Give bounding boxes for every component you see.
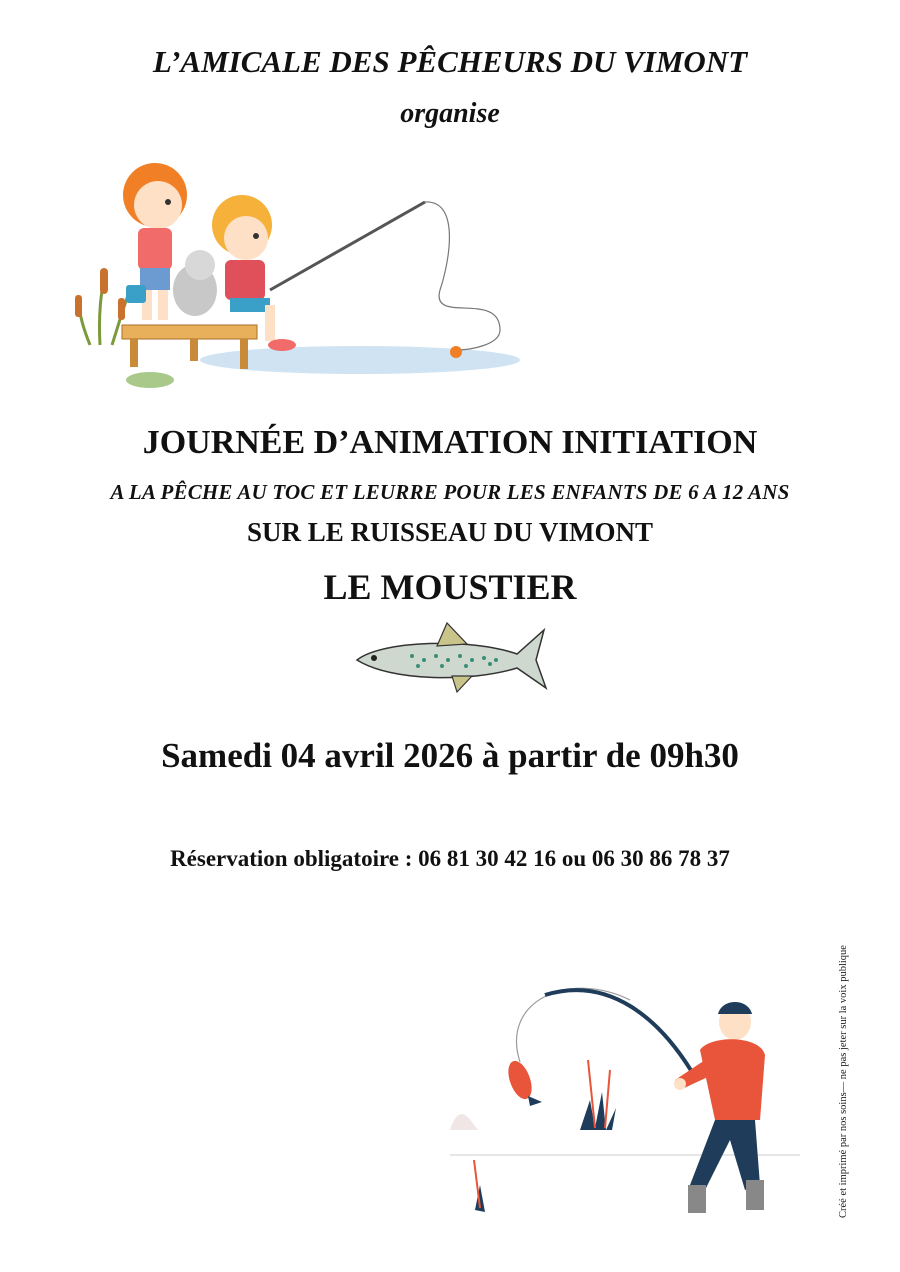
- event-place: LE MOUSTIER: [323, 567, 577, 607]
- angler-illustration: [430, 980, 810, 1230]
- event-title: JOURNÉE D’ANIMATION INITIATION: [142, 424, 758, 461]
- event-date: Samedi 04 avril 2026 à partir de 09h30: [161, 736, 739, 775]
- kids-fishing-illustration: [60, 140, 520, 390]
- fish-illustration: [352, 618, 552, 698]
- print-footnote: Créé et imprimé par nos soins— ne pas jeter sur la voix publique: [838, 945, 849, 1218]
- organizer-name: L’AMICALE DES PÊCHEURS DU VIMONT: [152, 44, 748, 79]
- event-location-line: SUR LE RUISSEAU DU VIMONT: [246, 517, 654, 547]
- reservation-info: Réservation obligatoire : 06 81 30 42 16 ou 06 30 86 78 37: [170, 846, 730, 871]
- organise-label: organise: [400, 98, 500, 129]
- event-subtitle: A LA PÊCHE AU TOC ET LEURRE POUR LES ENFANTS DE 6 A 12 ANS: [110, 480, 790, 504]
